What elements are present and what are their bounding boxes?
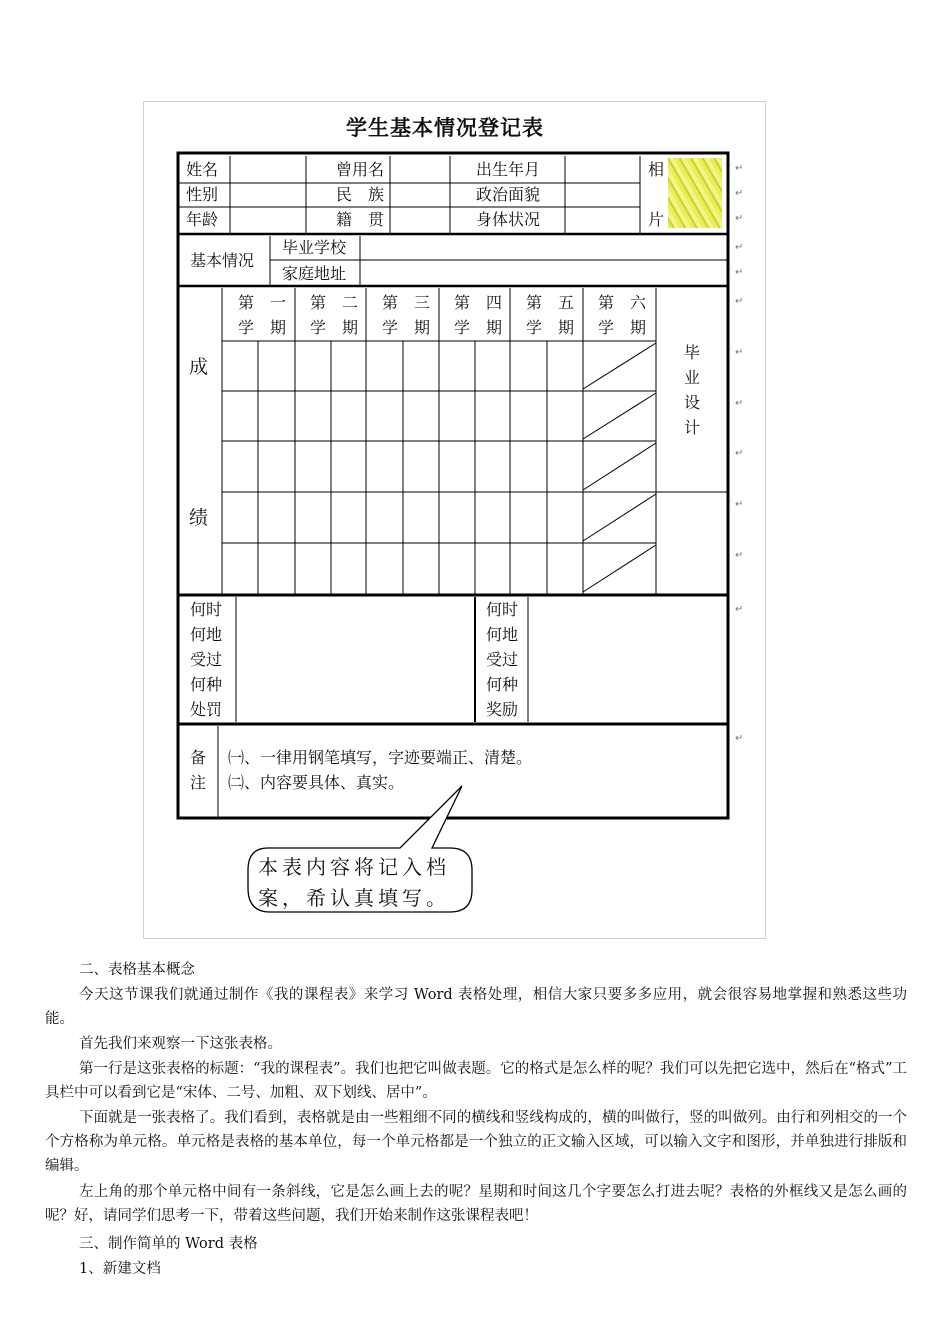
punish-5: 处罚 [190, 700, 223, 719]
paragraph-2: 首先我们来观察一下这张表格。 [79, 1036, 282, 1052]
remarks-line-1: ㈠、一律用钢笔填写，字迹要端正、清楚。 [228, 748, 533, 767]
reward-2: 何地 [486, 625, 519, 644]
label-age: 年龄 [186, 210, 219, 229]
grad-design-4: 计 [684, 418, 701, 437]
return-mark: ↵ [735, 296, 744, 307]
label-address: 家庭地址 [282, 264, 347, 283]
semester-6-bottom: 学 期 [598, 318, 647, 337]
remarks-line-2: ㈡、内容要具体、真实。 [228, 773, 405, 792]
return-mark: ↵ [735, 550, 744, 561]
punish-4: 何种 [190, 675, 223, 694]
callout-line-2: 案，希认真填写。 [258, 886, 450, 910]
reward-3: 受过 [486, 650, 519, 669]
remarks-label-top: 备 [190, 748, 207, 767]
semester-2-top: 第 二 [310, 293, 359, 312]
paragraph-3: 第一行是这张表格的标题：“我的课程表”。我们也把它叫做表题。它的格式是怎么样的呢？我们可以先把它选中，然后在“格式”工具栏中可以看到它是“宋体、二号、加粗、双下划线、居中”。 [45, 1061, 907, 1101]
heading-2: 二、表格基本概念 [79, 962, 195, 978]
label-used-name: 曾用名 [336, 160, 385, 179]
return-mark: ↵ [735, 347, 744, 358]
remarks-label-bottom: 注 [190, 773, 207, 792]
semester-1-bottom: 学 期 [238, 318, 287, 337]
punish-2: 何地 [190, 625, 223, 644]
label-photo-top: 相 [648, 160, 665, 179]
list-item-1: 1、新建文档 [79, 1261, 161, 1277]
photo-placeholder-image [668, 158, 722, 228]
semester-5-top: 第 五 [526, 293, 575, 312]
grad-design-2: 业 [684, 368, 701, 387]
reward-5: 奖励 [486, 700, 519, 719]
heading-3: 三、制作简单的 Word 表格 [79, 1236, 258, 1252]
return-mark: ↵ [735, 242, 744, 253]
semester-2-bottom: 学 期 [310, 318, 359, 337]
label-birth: 出生年月 [476, 160, 541, 179]
grad-design-1: 毕 [684, 343, 701, 362]
semester-4-bottom: 学 期 [454, 318, 503, 337]
label-ethnic: 民 族 [336, 185, 385, 204]
punish-3: 受过 [190, 650, 223, 669]
label-grades-2: 绩 [189, 507, 209, 529]
semester-3-top: 第 三 [382, 293, 431, 312]
paragraph-1: 今天这节课我们就通过制作《我的课程表》来学习 Word 表格处理，相信大家只要多多应用，就会很容易地掌握和熟悉这些功能。 [45, 987, 907, 1027]
return-mark: ↵ [735, 163, 744, 174]
paragraph-5: 左上角的那个单元格中间有一条斜线，它是怎么画上去的呢？星期和时间这几个字要怎么打进去呢？表格的外框线又是怎么画的呢？好，请同学们思考一下，带着这些问题，我们开始来制作这张课程表吧！ [45, 1184, 907, 1224]
label-school: 毕业学校 [282, 238, 347, 257]
label-grades-1: 成 [189, 356, 209, 378]
semester-5-bottom: 学 期 [526, 318, 575, 337]
punish-1: 何时 [190, 600, 223, 619]
semester-6-top: 第 六 [598, 293, 647, 312]
return-mark: ↵ [735, 398, 744, 409]
paragraph-4: 下面就是一张表格了。我们看到，表格就是由一些粗细不同的横线和竖线构成的，横的叫做行，竖的叫做列。由行和列相交的一个个方格称为单元格。单元格是表格的基本单位，每一个单元格都是一个独立的正文输入区域，可以输入文字和图形，并单独进行排版和编辑。 [45, 1110, 907, 1174]
return-mark: ↵ [735, 213, 744, 224]
label-native-place: 籍 贯 [336, 210, 385, 229]
label-gender: 性别 [186, 185, 219, 204]
label-photo-bottom: 片 [648, 210, 665, 229]
return-mark: ↵ [735, 267, 744, 278]
return-mark: ↵ [735, 604, 744, 615]
label-basic-info: 基本情况 [190, 251, 255, 270]
callout-line-1: 本表内容将记入档 [258, 855, 450, 879]
return-mark: ↵ [735, 448, 744, 459]
semester-1-top: 第 一 [238, 293, 287, 312]
semester-4-top: 第 四 [454, 293, 503, 312]
semester-3-bottom: 学 期 [382, 318, 431, 337]
return-mark: ↵ [735, 499, 744, 510]
reward-1: 何时 [486, 600, 519, 619]
reward-4: 何种 [486, 675, 519, 694]
label-politics: 政治面貌 [476, 185, 541, 204]
callout-text [258, 852, 450, 914]
return-mark: ↵ [735, 733, 744, 744]
return-mark: ↵ [735, 188, 744, 199]
form-title: 学生基本情况登记表 [346, 116, 544, 140]
label-health: 身体状况 [476, 210, 541, 229]
label-name: 姓名 [186, 160, 219, 179]
grad-design-3: 设 [684, 393, 701, 412]
